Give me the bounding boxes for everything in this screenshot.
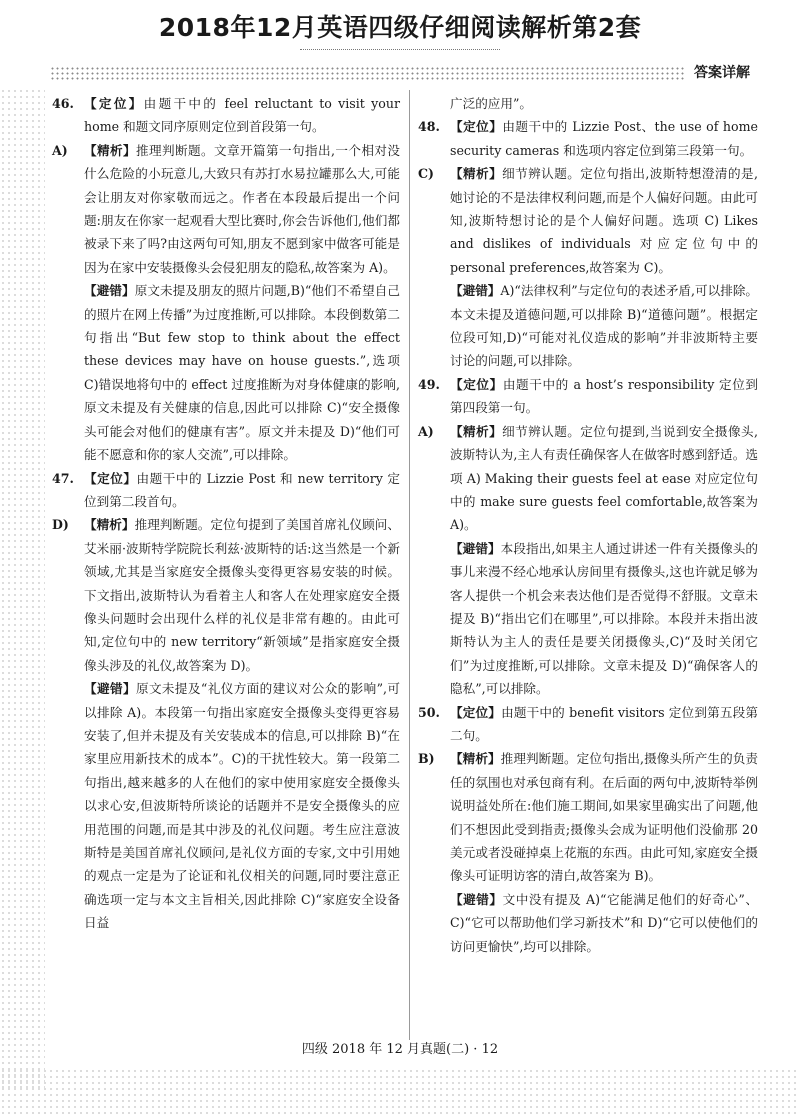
answer-block-48-analysis [418,162,758,279]
answer-block-48-locate [418,115,758,162]
tag-distractors: 【避错】 [450,891,503,907]
answer-block-49-locate [418,373,758,420]
answer-letter: A) [418,423,434,439]
tag-locate: 【定位】 [84,470,137,486]
tag-distractors: 【避错】 [450,540,501,556]
answer-block-47-locate [52,467,400,514]
answer-block-46-analysis [52,139,400,279]
tag-locate: 【定位】 [450,376,503,392]
answer-block-49-distractors [418,537,758,701]
left-margin-dots [0,88,45,1088]
answer-block-46-locate [52,92,400,139]
block-text: 由题干中的 Lizzie Post 和 new territory 定位到第二段首句。 [84,470,401,509]
answer-letter: C) [418,166,434,182]
answer-block-50-analysis [418,747,758,887]
tag-analysis: 【精析】 [84,517,135,533]
tag-distractors: 【避错】 [84,283,135,299]
bottom-margin-dots [0,1068,800,1114]
tag-distractors: 【避错】 [450,283,501,299]
page-title: 2018年12月英语四级仔细阅读解析第2套 [158,13,642,42]
question-number: 49. [418,376,440,392]
block-text: 由题干中的 feel reluctant to visit your home 和题文同序原则定位到首段第一句。 [84,96,400,135]
block-text: 推理判断题。定位句提到了美国首席礼仪顾问、艾米丽·波斯特学院院长利兹·波斯特的话:这当然是一个新领域,尤其是当家庭安全摄像头变得更容易安装的时候。下文指出,波斯特认为看着主人和客人在处理家庭安全摄像头问题时会出现什么样的礼仪是非常有趣的。由此可知,定位句中的 new territory“新领域”是指家庭安全摄像头涉及的礼仪,故答案为 D)。 [84,517,401,673]
block-text: 广泛的应用”。 [450,96,533,111]
block-text: 由题干中的 Lizzie Post、the use of home security cameras 和选项内容定位到第三段第一句。 [450,119,758,158]
title-underline [300,49,500,50]
question-number: 50. [418,704,440,720]
block-text: 本段指出,如果主人通过讲述一件有关摄像头的事儿来漫不经心地承认房间里有摄像头,这也许就足够为客人提供一个机会来表达他们是否觉得不舒服。文章未提及 B)“指出它们在哪里”,可以排除。本段并未指出波斯特认为主人的责任是要关闭摄像头,C)“及时关闭它们”为过度推断,可以排除。文章未提及 D)“确保客人的隐私”,可以排除。 [450,540,758,697]
answer-letter: B) [418,751,435,767]
answer-block-46-distractors [52,279,400,466]
answer-block-47-continued [418,92,758,115]
section-label: 答案详解 [686,62,754,82]
block-text: A)“法律权利”与定位句的表述矛盾,可以排除。本文未提及道德问题,可以排除 B)“道德问题”。根据定位段可知,D)“可能对礼仪造成的影响”并非波斯特主要讨论的问题,可以排除。 [450,283,759,369]
tag-analysis: 【精析】 [450,751,501,767]
tag-analysis: 【精析】 [84,142,136,158]
block-text: 推理判断题。定位句指出,摄像头所产生的负责任的氛围也对承包商有利。在后面的两句中,波斯特举例说明益处所在:他们施工期间,如果家里确实出了问题,他们不想因此受到指责;摄像头会成为证明他们没偷那 20 美元或者没碰掉桌上花瓶的东西。由此可知,家庭安全摄像头可证明访客的清白,故答案为 B)。 [450,751,758,884]
tag-distractors: 【避错】 [84,681,136,697]
answer-letter: D) [52,517,69,533]
block-text: 由题干中的 benefit visitors 定位到第五段第二句。 [450,704,759,743]
section-header-band [50,66,754,81]
tag-locate: 【定位】 [450,119,503,135]
answer-block-50-distractors [418,888,758,958]
block-text: 原文未提及“礼仪方面的建议对公众的影响”,可以排除 A)。本段第一句指出家庭安全摄像头变得更容易安装了,但并未提及有关安装成本的信息,可以排除 B)“在家里应用新技术的成本”。C)的干扰性较大。第一段第二句指出,越来越多的人在他们的家中使用家庭安全摄像头以求心安,但波斯特所谈论的话题并不是安全摄像头的应用范围的问题,而是其中涉及的礼仪问题。考生应注意波斯特是美国首席礼仪顾问,是礼仪方面的专家,文中引用她的观点一定是为了论证和礼仪相关的问题,同时要注意正确选项一定与本文主旨相关,因此排除 C)“家庭安全设备日益 [84,681,400,931]
question-number: 47. [52,470,74,486]
tag-analysis: 【精析】 [450,166,503,182]
answer-block-49-analysis [418,420,758,537]
answer-block-47-analysis [52,513,400,677]
answer-block-47-distractors [52,677,400,934]
block-text: 原文未提及朋友的照片问题,B)“他们不希望自己的照片在网上传播”为过度推断,可以排除。本段倒数第二句指出“But few stop to think about the effect these devices may have on house guests.”,选项 C)错误地将句中的 effect 过度推断为对身体健康的影响,原文未提及有关健康的信息,因此可以排除 C)“安全摄像头可能会对他们的健康有害”。原文并未提及 D)“他们可能不愿意和你的家人交流”,可以排除。 [84,283,400,463]
tag-locate: 【定位】 [84,96,144,111]
block-text: 细节辨认题。定位句提到,当说到安全摄像头,波斯特认为,主人有责任确保客人在做客时感到舒适。选项 A) Making their guests feel at ease 对应定位句中的 make sure guests feel comfortable,故答案为 A)。 [450,423,759,533]
tag-locate: 【定位】 [450,704,502,720]
question-number: 48. [418,119,440,135]
right-column [418,92,758,958]
column-divider [409,90,410,1040]
answer-letter: A) [52,142,68,158]
answer-block-50-locate [418,701,758,748]
question-number: 46. [52,96,74,111]
tag-analysis: 【精析】 [450,423,503,439]
block-text: 细节辨认题。定位句指出,波斯特想澄清的是,她讨论的不是法律权利问题,而是个人偏好问题。由此可知,波斯特想讨论的是个人偏好问题。选项 C) Likes and dislikes of individuals 对应定位句中的 personal preferences,故答案为 C)。 [450,166,759,275]
page-footer: 四级 2018 年 12 月真题(二) · 12 [301,1042,499,1057]
block-text: 文中没有提及 A)“它能满足他们的好奇心”、C)“它可以帮助他们学习新技术”和 D)“它可以使他们的访问更愉快”,均可以排除。 [450,891,759,954]
block-text: 推理判断题。文章开篇第一句指出,一个相对没什么危险的小玩意儿,大致只有苏打水易拉罐那么大,可能会让朋友对你家敬而远之。作者在本段最后提出一个问题:朋友在你家一起观看大型比赛时,你会告诉他们,他们都被录下来了吗?由这两句可知,朋友不愿到家中做客可能是因为在家中安装摄像头会侵犯朋友的隐私,故答案为 A)。 [84,142,400,275]
left-column [52,92,400,935]
answer-block-48-distractors [418,279,758,373]
block-text: 由题干中的 a host’s responsibility 定位到第四段第一句。 [450,376,758,416]
